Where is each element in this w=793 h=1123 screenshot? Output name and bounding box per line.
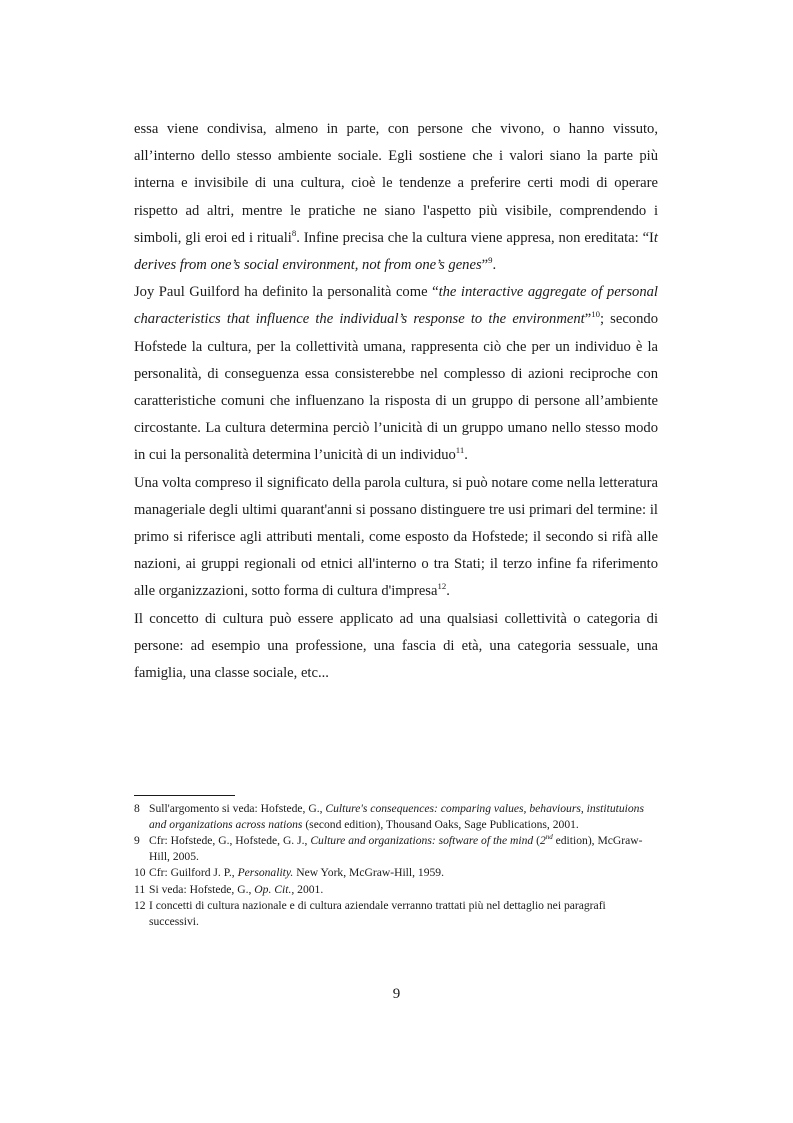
footnote-ref-11[interactable]: 11: [455, 445, 465, 456]
text-run: Cfr: Hofstede, G., Hofstede, G. J.,: [149, 834, 311, 848]
footnote-ref-12[interactable]: 12: [437, 581, 447, 592]
footnote-10: [134, 865, 644, 881]
text-run: I concetti di cultura nazionale e di cultura aziendale verranno trattati più nel dettaglio nei paragrafi successivi.: [149, 899, 606, 928]
paragraph: [134, 116, 658, 279]
text-run: (: [533, 834, 540, 848]
text-run: Joy Paul Guilford ha definito la personalità come “: [134, 284, 439, 301]
text-run: essa viene condivisa, almeno in parte, con persone che vivono, o hanno vissuto, all’interno dello stesso ambiente sociale. Egli sostiene che i valori siano la parte più interna e invisibile di una cultura, cioè le tendenze a preferire certi modi di operare rispetto ad altri, mentre le pratiche ne siano l'aspetto più visibile, comprendendo i simboli, gli eroi ed i rituali: [134, 121, 658, 246]
italic-title: Culture's consequences: comparing values, behaviours, institutuions and organizations across nations: [149, 802, 644, 831]
text-run: Una volta compreso il significato della parola cultura, si può notare come nella letteratura manageriale degli ultimi quarant'anni si possano distinguere tre usi primari del termine: il primo si riferisce agli attributi mentali, come esposto da Hofstede; il secondo si rifà alle nazioni, ai gruppi regionali od etnici all'interno o tra Stati; il terzo infine fa riferimento alle organizzazioni, sotto forma di cultura d'impresa: [134, 474, 658, 600]
footnote-ref-9[interactable]: 9: [488, 255, 493, 266]
italic-quote: the interactive aggregate of personal characteristics that influence the individual’s response to the environment: [134, 284, 658, 328]
footnote-ref-8[interactable]: 8: [291, 227, 297, 238]
text-run: Si veda: Hofstede, G.,: [149, 882, 255, 896]
footnote-number: 10: [134, 866, 146, 880]
body-text: [134, 116, 658, 687]
paragraph: [134, 279, 658, 469]
footnote-9: [134, 833, 644, 865]
footnote-12: [134, 898, 644, 930]
text-run: Il concetto di cultura può essere applicato ad una qualsiasi collettività o categoria di persone: ad esempio una professione, una fascia di età, una categoria sessuale, una famiglia, una classe sociale, etc...: [134, 610, 658, 682]
footnote-number: 12: [134, 899, 146, 913]
footnote-8: [134, 801, 644, 833]
italic-title: Op. Cit.,: [254, 882, 295, 896]
footnotes: [134, 801, 644, 930]
paragraph: [134, 606, 658, 688]
italic-title: Culture and organizations: software of the mind: [310, 834, 534, 848]
footnote-11: [134, 882, 644, 898]
text-run: ; secondo Hofstede la cultura, per la collettività umana, rappresenta ciò che per un individuo è la personalità, di conseguenza essa consisterebbe nel complesso di azioni reciproche con caratteristiche comuni che influenzano la risposta di un gruppo di persone all’ambiente circostante. La cultura determina perciò l’unicità di un gruppo umano nello stesso modo in cui la personalità determina l’unicità di un individuo: [134, 311, 658, 464]
footnote-ref-10[interactable]: 10: [591, 309, 600, 320]
text-run: ”: [481, 257, 489, 274]
page-number: 9: [392, 986, 401, 1002]
text-run: New York, McGraw-Hill, 1959.: [293, 866, 445, 880]
footnote-number: 11: [134, 882, 146, 896]
text-run: Sull'argomento si veda: Hofstede, G.,: [149, 802, 326, 815]
text-run: .: [492, 257, 497, 274]
ordinal-suffix: nd: [545, 833, 553, 842]
text-run: ”: [584, 311, 592, 328]
text-run: edition), McGraw-Hill, 2005.: [149, 834, 643, 863]
text-run: .: [464, 447, 468, 464]
text-run: (second edition), Thousand Oaks, Sage Publications, 2001.: [302, 817, 579, 831]
italic-title: Personality.: [237, 866, 294, 880]
footnote-separator: [134, 795, 235, 796]
text-run: 2001.: [294, 882, 324, 896]
footnote-number: 9: [134, 834, 140, 848]
paragraph: [134, 470, 658, 606]
text-run: Cfr: Guilford J. P.,: [149, 866, 238, 880]
italic-quote: t derives from one’s social environment, not from one’s genes: [134, 229, 658, 274]
text-run: .: [446, 583, 450, 600]
footnote-number: 8: [134, 802, 140, 815]
text-run: . Infine precisa che la cultura viene appresa, non ereditata: “I: [296, 229, 654, 246]
italic-text: 2: [539, 834, 546, 848]
